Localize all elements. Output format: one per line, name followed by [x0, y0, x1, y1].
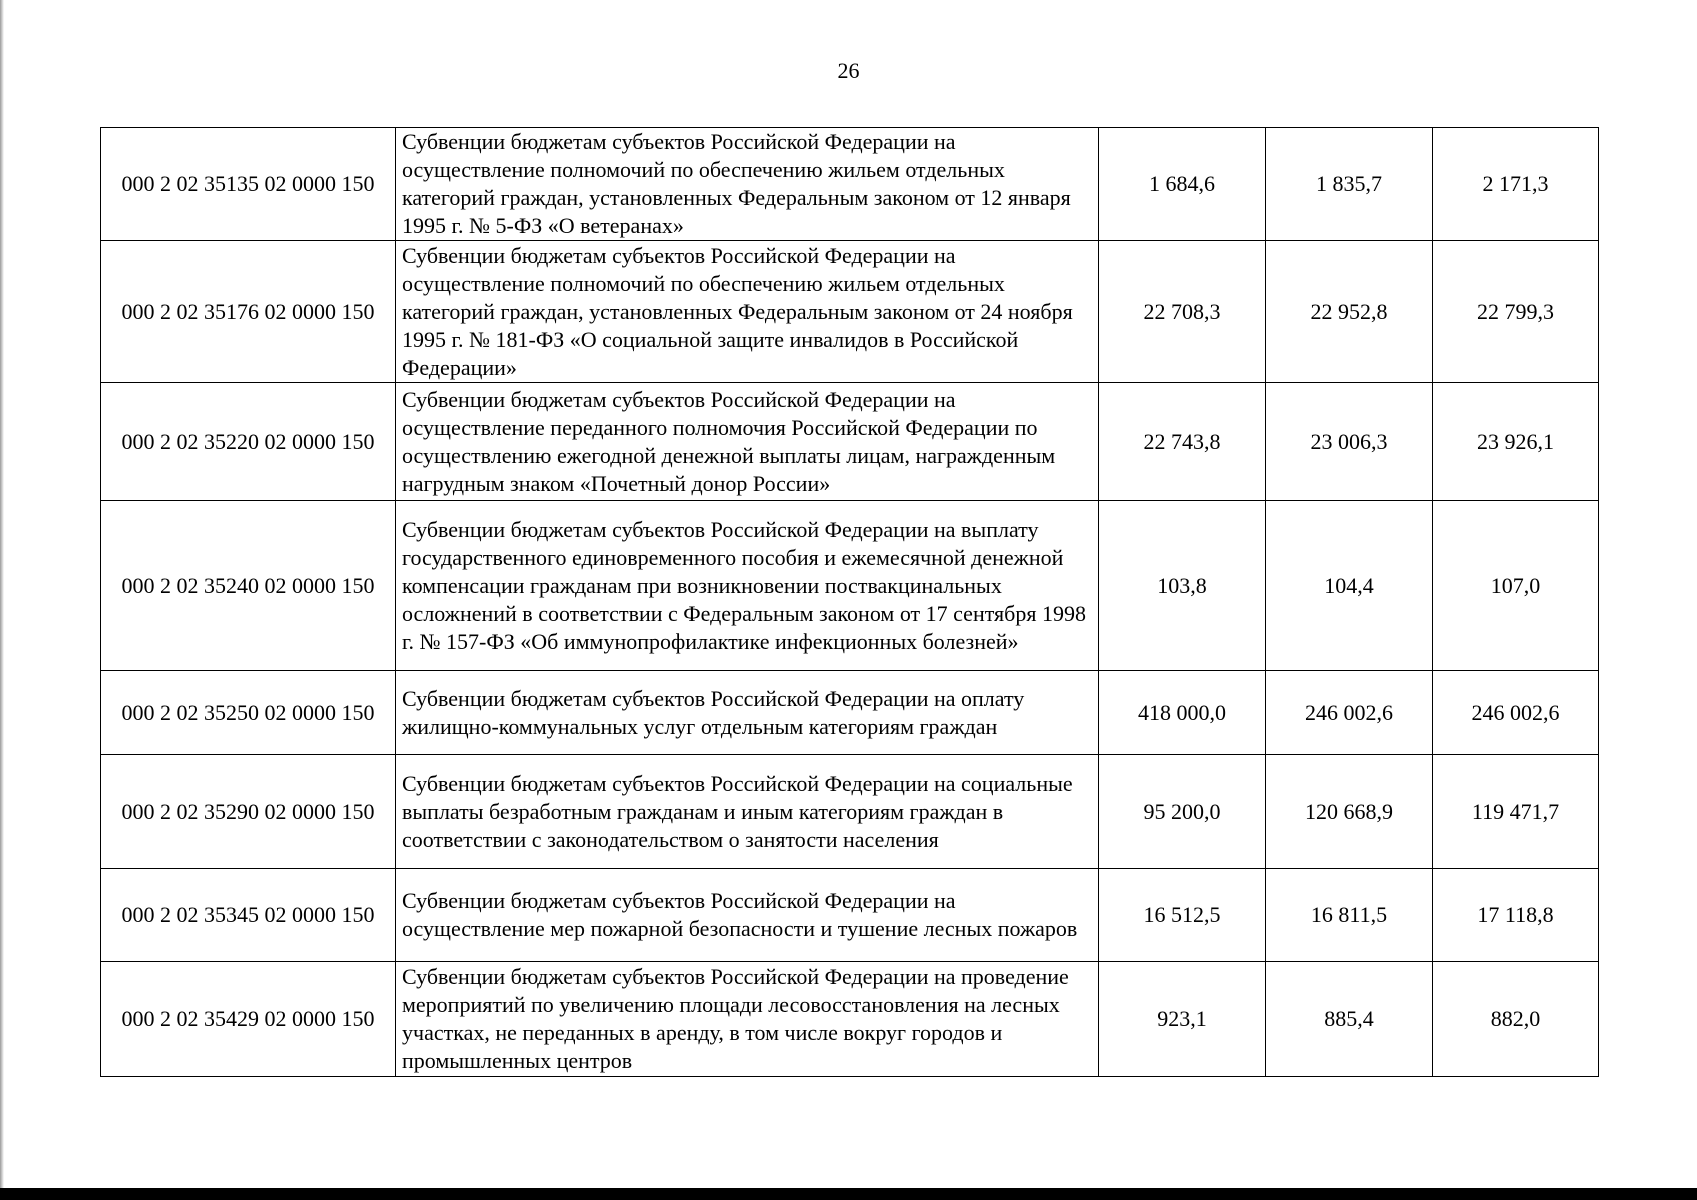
value-year-2: 104,4 [1266, 501, 1433, 671]
value-year-2: 22 952,8 [1266, 241, 1433, 383]
budget-code: 000 2 02 35345 02 0000 150 [101, 869, 396, 962]
value-year-1: 22 743,8 [1099, 383, 1266, 501]
budget-code: 000 2 02 35135 02 0000 150 [101, 128, 396, 241]
budget-code: 000 2 02 35429 02 0000 150 [101, 962, 396, 1077]
value-year-1: 95 200,0 [1099, 755, 1266, 869]
value-year-1: 418 000,0 [1099, 671, 1266, 755]
budget-code: 000 2 02 35290 02 0000 150 [101, 755, 396, 869]
value-year-2: 1 835,7 [1266, 128, 1433, 241]
budget-code: 000 2 02 35176 02 0000 150 [101, 241, 396, 383]
row-description: Субвенции бюджетам субъектов Российской Федерации на осуществление переданного полномочия Российской Федерации по осуществлению ежегодной денежной выплаты лицам, награжденным нагрудным знаком «Почетный донор России» [396, 383, 1099, 501]
table-row [101, 755, 1599, 869]
table-row [101, 383, 1599, 501]
table-row [101, 128, 1599, 241]
value-year-3: 246 002,6 [1433, 671, 1599, 755]
table-row [101, 501, 1599, 671]
value-year-1: 16 512,5 [1099, 869, 1266, 962]
value-year-2: 16 811,5 [1266, 869, 1433, 962]
budget-code: 000 2 02 35250 02 0000 150 [101, 671, 396, 755]
value-year-3: 17 118,8 [1433, 869, 1599, 962]
value-year-1: 1 684,6 [1099, 128, 1266, 241]
budget-code: 000 2 02 35220 02 0000 150 [101, 383, 396, 501]
budget-code: 000 2 02 35240 02 0000 150 [101, 501, 396, 671]
row-description: Субвенции бюджетам субъектов Российской Федерации на осуществление полномочий по обеспечению жильем отдельных категорий граждан, установленных Федеральным законом от 24 ноября 1995 г. № 181-ФЗ «О социальной защите инвалидов в Российской Федерации» [396, 241, 1099, 383]
row-description: Субвенции бюджетам субъектов Российской Федерации на выплату государственного единовременного пособия и ежемесячной денежной компенсации гражданам при возникновении поствакцинальных осложнений в соответствии с Федеральным законом от 17 сентября 1998 г. № 157-ФЗ «Об иммунопрофилактике инфекционных болезней» [396, 501, 1099, 671]
table-row [101, 869, 1599, 962]
budget-table [100, 127, 1599, 1077]
scan-edge-left [0, 0, 4, 1200]
page-number: 26 [837, 58, 860, 83]
value-year-3: 22 799,3 [1433, 241, 1599, 383]
table-row [101, 962, 1599, 1077]
table-row [101, 241, 1599, 383]
value-year-2: 23 006,3 [1266, 383, 1433, 501]
value-year-1: 103,8 [1099, 501, 1266, 671]
row-description: Субвенции бюджетам субъектов Российской Федерации на осуществление полномочий по обеспечению жильем отдельных категорий граждан, установленных Федеральным законом от 12 января 1995 г. № 5-ФЗ «О ветеранах» [396, 128, 1099, 241]
value-year-2: 885,4 [1266, 962, 1433, 1077]
value-year-1: 22 708,3 [1099, 241, 1266, 383]
value-year-3: 23 926,1 [1433, 383, 1599, 501]
value-year-3: 119 471,7 [1433, 755, 1599, 869]
row-description: Субвенции бюджетам субъектов Российской Федерации на проведение мероприятий по увеличению площади лесовосстановления на лесных участках, не переданных в аренду, в том числе вокруг городов и промышленных центров [396, 962, 1099, 1077]
value-year-3: 882,0 [1433, 962, 1599, 1077]
value-year-3: 2 171,3 [1433, 128, 1599, 241]
row-description: Субвенции бюджетам субъектов Российской Федерации на социальные выплаты безработным гражданам и иным категориям граждан в соответствии с законодательством о занятости населения [396, 755, 1099, 869]
value-year-2: 120 668,9 [1266, 755, 1433, 869]
value-year-2: 246 002,6 [1266, 671, 1433, 755]
value-year-3: 107,0 [1433, 501, 1599, 671]
scan-edge-bottom [0, 1188, 1697, 1200]
row-description: Субвенции бюджетам субъектов Российской Федерации на осуществление мер пожарной безопасности и тушение лесных пожаров [396, 869, 1099, 962]
row-description: Субвенции бюджетам субъектов Российской Федерации на оплату жилищно-коммунальных услуг отдельным категориям граждан [396, 671, 1099, 755]
value-year-1: 923,1 [1099, 962, 1266, 1077]
table-row [101, 671, 1599, 755]
